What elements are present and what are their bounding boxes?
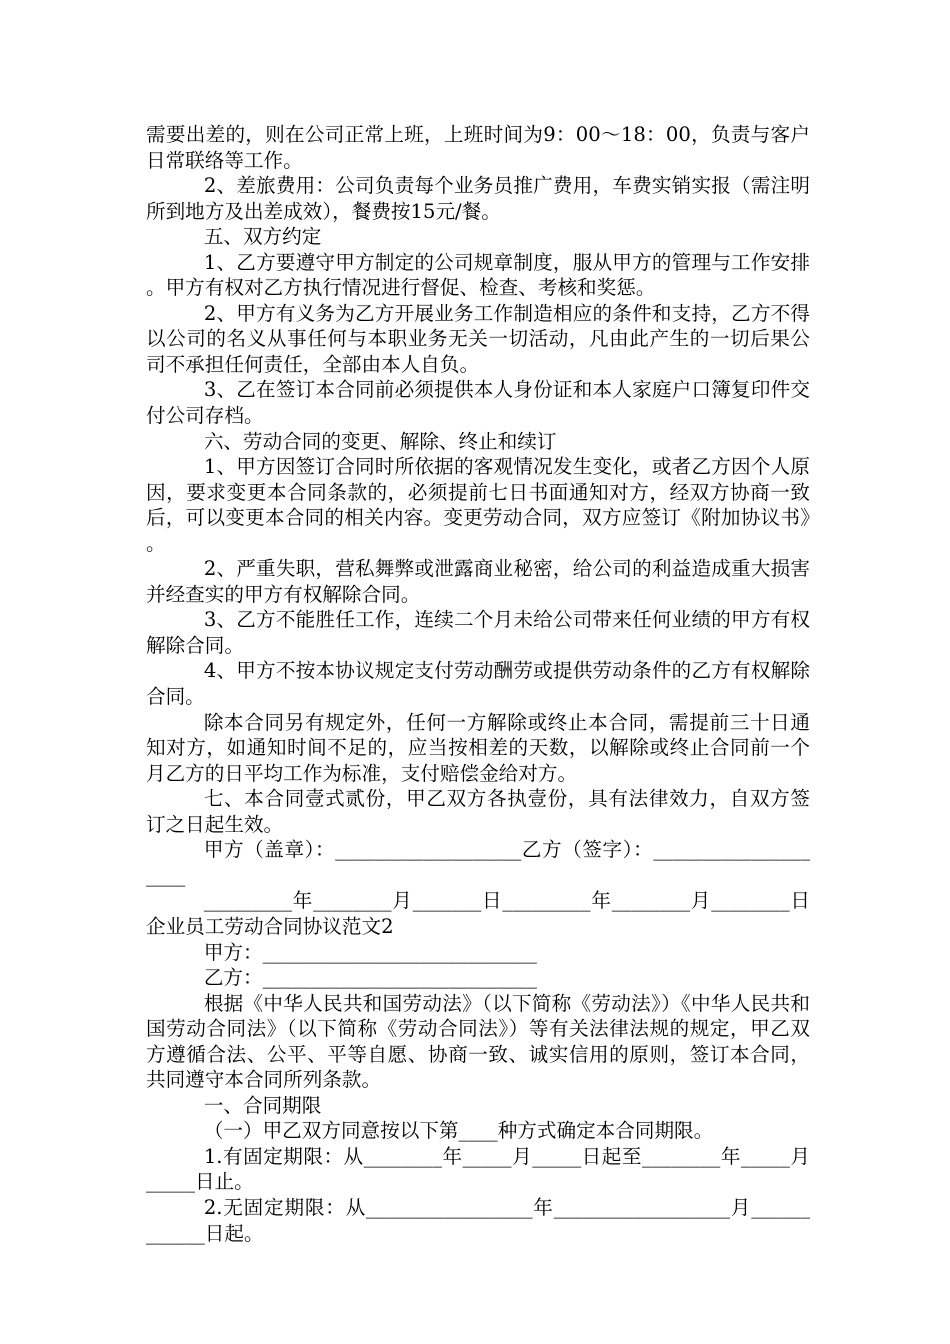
date-line: _________年________月_______日_________年________月________日 企业员工劳动合同协议范文2 <box>146 889 850 938</box>
section-heading: 一、合同期限 <box>203 1093 322 1117</box>
paragraph: 1.有固定期限：从________年_____月_____日起至________年_____月_____日止。 <box>146 1144 810 1194</box>
paragraph: 3、乙在签订本合同前必须提供本人身份证和本人家庭户口簿复印件交付公司存档。 <box>146 378 810 428</box>
section-heading: 五、双方约定 <box>203 225 322 249</box>
paragraph: 2、严重失职，营私舞弊或泄露商业秘密，给公司的利益造成重大损害并经查实的甲方有权解除合同。 <box>146 557 810 606</box>
document-page <box>146 122 850 1246</box>
paragraph: 1、乙方要遵守甲方制定的公司规章制度，服从甲方的管理与工作安排。甲方有权对乙方执行情况进行督促、检查、考核和奖惩。 <box>146 250 810 300</box>
paragraph: 七、本合同壹式贰份，甲乙双方各执壹份，具有法律效力，自双方签订之日起生效。 <box>146 787 810 836</box>
paragraph: 需要出差的，则在公司正常上班，上班时间为9：00～18：00，负责与客户日常联络等工作。 <box>146 123 810 172</box>
paragraph: 除本合同另有规定外，任何一方解除或终止本合同，需提前三十日通知对方，如通知时间不足的，应当按相差的天数，以解除或终止合同前一个月乙方的日平均工作为标准，支付赔偿金给对方。 <box>146 710 810 785</box>
paragraph: 2.无固定期限：从_________________年__________________月____________日起。 <box>146 1195 810 1245</box>
paragraph: 2、甲方有义务为乙方开展业务工作制造相应的条件和支持，乙方不得以公司的名义从事任何与本职业务无关一切活动，凡由此产生的一切后果公司不承担任何责任，全部由本人自负。 <box>146 301 810 376</box>
party-a-line: 甲方：____________________________ <box>203 940 537 964</box>
paragraph: 2、差旅费用：公司负责每个业务员推广费用，车费实销实报（需注明所到地方及出差成效），餐费按15元/餐。 <box>146 174 810 223</box>
paragraph: 根据《中华人民共和国劳动法》（以下简称《劳动法》）《中华人民共和国劳动合同法》（以下简称《劳动合同法》）等有关法律法规的规定，甲乙双方遵循合法、公平、平等自愿、协商一致、诚实信用的原则，签订本合同，共同遵守本合同所列条款。 <box>146 991 810 1092</box>
party-b-line: 乙方：____________________________ <box>203 966 537 990</box>
paragraph: 3、乙方不能胜任工作，连续二个月未给公司带来任何业绩的甲方有权解除合同。 <box>146 608 810 657</box>
paragraph: 1、甲方因签订合同时所依据的客观情况发生变化，或者乙方因个人原因，要求变更本合同条款的，必须提前七日书面通知对方，经双方协商一致后，可以变更本合同的相关内容。变更劳动合同，双方应签订《附加协议书》。 <box>146 455 810 555</box>
paragraph: （一）甲乙双方同意按以下第____种方式确定本合同期限。 <box>203 1119 714 1143</box>
paragraph: 4、甲方不按本协议规定支付劳动酬劳或提供劳动条件的乙方有权解除合同。 <box>146 659 810 709</box>
section-heading: 六、劳动合同的变更、解除、终止和续订 <box>203 429 557 453</box>
signature-line: 甲方（盖章）：___________________乙方（签字）：____________________ <box>146 838 810 887</box>
